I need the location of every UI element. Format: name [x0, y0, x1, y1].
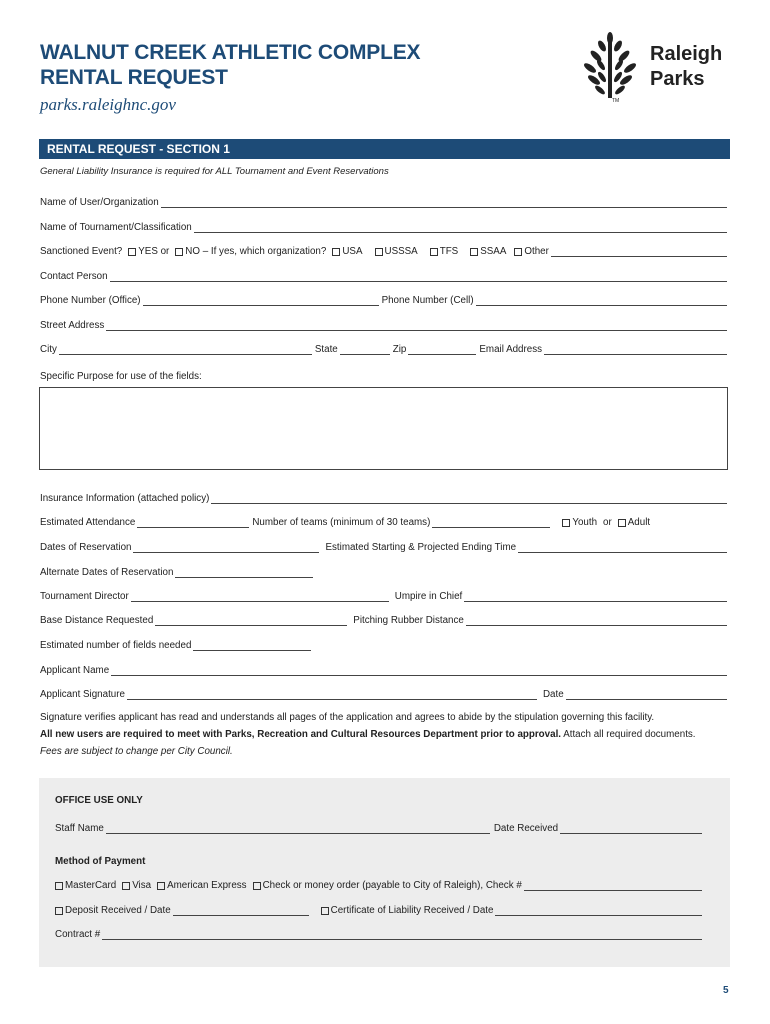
field-user-org[interactable] — [161, 196, 727, 208]
label-other: Other — [524, 246, 549, 257]
insurance-note: General Liability Insurance is required for ALL Tournament and Event Reservations — [40, 166, 389, 177]
checkbox-other[interactable] — [514, 248, 522, 256]
checkbox-amex[interactable] — [157, 882, 165, 890]
method-title: Method of Payment — [55, 856, 146, 867]
new-users-bold: All new users are required to meet with Parks, Recreation and Cultural Resources Department prior to approval. — [40, 729, 562, 740]
field-other[interactable] — [551, 245, 727, 257]
field-contact[interactable] — [110, 270, 727, 282]
page-title — [40, 40, 420, 90]
field-deposit-date[interactable] — [173, 904, 309, 916]
row-base-distance — [40, 610, 730, 626]
row-sanctioned — [40, 241, 730, 257]
checkbox-check[interactable] — [253, 882, 261, 890]
field-email[interactable] — [544, 343, 727, 355]
row-city — [40, 339, 730, 355]
field-staff[interactable] — [106, 822, 490, 834]
label-date-received: Date Received — [493, 823, 559, 834]
label-staff: Staff Name — [55, 823, 104, 834]
field-start-end[interactable] — [518, 541, 727, 553]
row-payment — [55, 875, 705, 891]
checkbox-usssa[interactable] — [375, 248, 383, 256]
raleigh-parks-logo — [582, 32, 732, 106]
field-applicant-name[interactable] — [111, 664, 727, 676]
label-applicant-name: Applicant Name — [40, 665, 110, 676]
field-contract[interactable] — [102, 928, 702, 940]
label-director: Tournament Director — [40, 591, 129, 602]
label-ssaa: SSAA — [480, 246, 507, 257]
field-applicant-sig[interactable] — [127, 688, 537, 700]
field-tournament[interactable] — [194, 221, 727, 233]
field-check-number[interactable] — [524, 879, 702, 891]
checkbox-mastercard[interactable] — [55, 882, 63, 890]
field-date[interactable] — [566, 688, 727, 700]
label-no: NO – If yes, which organization? — [185, 246, 327, 257]
field-attendance[interactable] — [137, 516, 249, 528]
page-number: 5 — [723, 985, 729, 996]
label-deposit: Deposit Received / Date — [65, 905, 171, 916]
label-umpire: Umpire in Chief — [394, 591, 463, 602]
logo-text — [650, 42, 722, 92]
label-or: or — [603, 517, 612, 528]
office-use-panel — [39, 778, 730, 967]
row-contract — [55, 924, 705, 940]
checkbox-deposit[interactable] — [55, 907, 63, 915]
row-dates — [40, 537, 730, 553]
row-phone — [40, 290, 730, 306]
row-contact — [40, 266, 730, 282]
field-base-distance[interactable] — [155, 614, 347, 626]
row-tournament — [40, 217, 730, 233]
label-user-org: Name of User/Organization — [40, 197, 159, 208]
office-title: OFFICE USE ONLY — [55, 795, 143, 806]
label-contact: Contact Person — [40, 271, 108, 282]
label-yes-or: YES or — [138, 246, 170, 257]
label-youth: Youth — [572, 517, 598, 528]
checkbox-tfs[interactable] — [430, 248, 438, 256]
label-state: State — [314, 344, 338, 355]
label-mastercard: MasterCard — [65, 880, 117, 891]
field-certificate-date[interactable] — [495, 904, 702, 916]
label-base-distance: Base Distance Requested — [40, 615, 154, 626]
row-user-org — [40, 192, 730, 208]
field-dates[interactable] — [133, 541, 319, 553]
tree-icon — [582, 32, 642, 106]
label-usssa: USSSA — [384, 246, 418, 257]
row-street — [40, 315, 730, 331]
new-users-note — [40, 729, 696, 740]
field-insurance[interactable] — [211, 492, 727, 504]
label-num-fields: Estimated number of fields needed — [40, 640, 192, 651]
row-staff — [55, 818, 705, 834]
label-adult: Adult — [627, 517, 651, 528]
field-purpose[interactable] — [39, 387, 728, 470]
label-certificate: Certificate of Liability Received / Date — [330, 905, 494, 916]
label-check: Check or money order (payable to City of Raleigh), Check # — [262, 880, 522, 891]
field-state[interactable] — [340, 343, 390, 355]
label-street: Street Address — [40, 320, 105, 331]
label-phone-office: Phone Number (Office) — [40, 295, 141, 306]
checkbox-certificate[interactable] — [321, 907, 329, 915]
logo-line-1: Raleigh — [650, 43, 723, 65]
row-director — [40, 586, 730, 602]
label-dates: Dates of Reservation — [40, 542, 132, 553]
row-purpose — [40, 366, 730, 382]
logo-trademark: TM — [612, 98, 620, 104]
checkbox-usa[interactable] — [332, 248, 340, 256]
field-phone-cell[interactable] — [476, 294, 727, 306]
field-zip[interactable] — [408, 343, 476, 355]
label-contract: Contract # — [55, 929, 101, 940]
row-alt-dates — [40, 562, 730, 578]
field-street[interactable] — [106, 319, 727, 331]
label-alt-dates: Alternate Dates of Reservation — [40, 567, 174, 578]
label-date: Date — [542, 689, 564, 700]
row-attendance — [40, 512, 730, 528]
label-teams: Number of teams (minimum of 30 teams) — [252, 517, 431, 528]
checkbox-youth[interactable] — [562, 519, 570, 527]
label-purpose: Specific Purpose for use of the fields: — [40, 371, 202, 382]
field-alt-dates[interactable] — [175, 566, 313, 578]
row-insurance — [40, 488, 730, 504]
row-applicant-sig — [40, 684, 730, 700]
label-attendance: Estimated Attendance — [40, 517, 136, 528]
checkbox-yes[interactable] — [128, 248, 136, 256]
label-city: City — [40, 344, 57, 355]
label-insurance: Insurance Information (attached policy) — [40, 493, 210, 504]
logo-line-2: Parks — [650, 68, 705, 90]
label-applicant-sig: Applicant Signature — [40, 689, 125, 700]
title-line-2: RENTAL REQUEST — [40, 66, 228, 89]
label-start-end: Estimated Starting & Projected Ending Time — [325, 542, 517, 553]
field-date-received[interactable] — [560, 822, 702, 834]
signature-note: Signature verifies applicant has read and understands all pages of the application and agrees to abide by the stipulation governing this facility. — [40, 712, 655, 723]
checkbox-adult[interactable] — [618, 519, 626, 527]
section-header: RENTAL REQUEST - SECTION 1 — [39, 139, 730, 159]
label-sanctioned: Sanctioned Event? — [40, 246, 123, 257]
checkbox-no[interactable] — [175, 248, 183, 256]
label-phone-cell: Phone Number (Cell) — [381, 295, 474, 306]
website-url: parks.raleighnc.gov — [40, 95, 176, 114]
label-visa: Visa — [132, 880, 152, 891]
field-phone-office[interactable] — [143, 294, 379, 306]
title-line-1: WALNUT CREEK ATHLETIC COMPLEX — [40, 41, 421, 64]
label-tournament: Name of Tournament/Classification — [40, 222, 192, 233]
checkbox-visa[interactable] — [122, 882, 130, 890]
field-city[interactable] — [59, 343, 312, 355]
label-pitching: Pitching Rubber Distance — [353, 615, 464, 626]
row-num-fields — [40, 635, 730, 651]
field-num-fields[interactable] — [193, 639, 311, 651]
checkbox-ssaa[interactable] — [470, 248, 478, 256]
field-director[interactable] — [131, 590, 389, 602]
row-applicant-name — [40, 660, 730, 676]
label-tfs: TFS — [439, 246, 459, 257]
fees-note: Fees are subject to change per City Council. — [40, 746, 233, 757]
field-umpire[interactable] — [464, 590, 727, 602]
label-usa: USA — [342, 246, 363, 257]
field-teams[interactable] — [432, 516, 550, 528]
label-zip: Zip — [392, 344, 407, 355]
label-amex: American Express — [167, 880, 247, 891]
field-pitching[interactable] — [466, 614, 727, 626]
label-email: Email Address — [479, 344, 543, 355]
attach-note: Attach all required documents. — [563, 729, 696, 740]
row-deposit — [55, 900, 705, 916]
